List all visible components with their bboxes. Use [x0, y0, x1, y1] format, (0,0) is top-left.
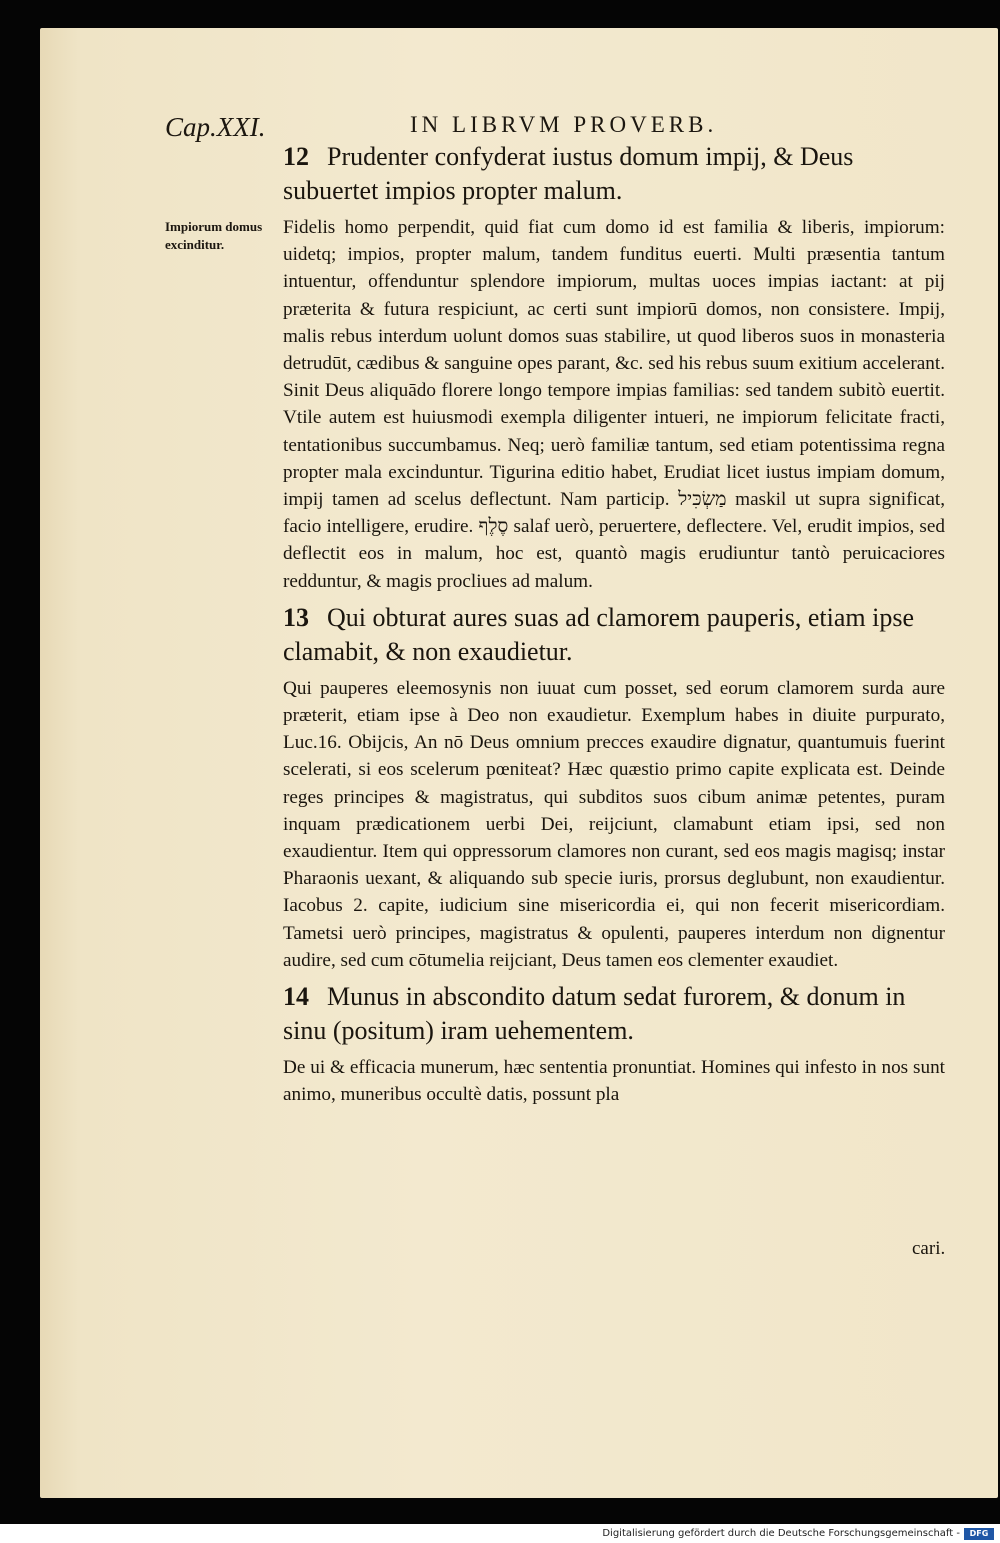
verse-number: 14: [283, 982, 309, 1012]
verse-13: [283, 601, 945, 669]
main-text: [283, 140, 945, 1114]
verse-text: Prudenter confyderat iustus domum impij, & Deus subuertet impios propter malum.: [283, 142, 854, 205]
verse-text: Qui obturat aures suas ad clamorem pauperis, etiam ipse clamabit, & non exaudietur.: [283, 602, 914, 666]
running-title: IN LIBRVM PROVERB.: [410, 112, 718, 137]
verse-text: Munus in abscondito datum sedat furorem, & donum in sinu (positum) iram uehementem.: [283, 982, 906, 1046]
commentary-12: Fidelis homo perpendit, quid fiat cum domo id est familia & liberis, impiorum: uidetq; impios, propter malum, tandem funditus euerti. Multi præsentia tantum intuentur, offenduntur splendore impiorum, multas uoces impias iactant: at pij præterita & futura respiciunt, ac certi sunt impiorū domos, non consistere. Impij, malis rebus interdum uolunt domos suas stabilire, ut quod liberos suos in monasteria detrudūt, cædibus & sanguine opes parant, &c. sed his rebus suum exitium accelerant. Sinit Deus aliquādo florere longo tempore impias familias: sed tandem subitò euertit. Vtile autem est huiusmodi exempla diligenter intueri, ne impiorum felicitate fracti, tentationibus succumbamus. Neq; uerò familiæ tantum, sed etiam potentissima regna propter mala excinduntur. Tigurina editio habet, Erudiat licet iustus impiam domum, impij tamen ad scelus deflectunt. Nam particip. מַשְׂכִּיל maskil ut supra significat, facio intelligere, erudire. סֶלֶף salaf uerò, peruertere, deflectere. Vel, erudit impios, sed deflectit eos in malum, hoc est, quantò magis erudiuntur tantò peruicaciores redduntur, & magis procliues ad malum.: [283, 217, 945, 592]
verse-12: [283, 140, 945, 208]
chapter-heading: Cap.XXI.: [165, 112, 266, 142]
dfg-logo: DFG: [964, 1528, 994, 1540]
verse-number: 13: [283, 602, 309, 632]
margin-note: Impiorum domus excinditur.: [165, 219, 263, 252]
catchword: cari.: [912, 1238, 946, 1259]
commentary-14: De ui & efficacia munerum, hæc sententia pronuntiat. Homines qui infesto in nos sunt animo, muneribus occultè datis, possunt pla: [283, 1057, 945, 1106]
verse-number: 12: [283, 142, 309, 171]
commentary-13: Qui pauperes eleemosynis non iuuat cum posset, sed eorum clamorem surda aure præterit, etiam ipse à Deo non exaudietur. Exemplum habes in diuite purpurato, Luc.16. Obijcis, An nō Deus omnium precces exaudire dignatur, quantumuis fuerint scelerati, si eos scelerum pœniteat? Hæc quæstio primo capite explicata est. Deinde reges principes & magistratus, qui subditos suos cibum animæ petentes, puram inquam prædicationem uerbi Dei, reijciunt, clamabunt etiam ipsi, sed non exaudientur. Item qui oppressorum clamores non curant, sed eos magis magisq; instar Pharaonis uexant, & aliquando sub specie iuris, prorsus deglubunt, non exaudientur. Iacobus 2. capite, iudicium sine misericordia ei, qui non fecerit misericordiam. Tametsi uerò principes, magistratus & opulenti, pauperes interdum non dignentur audire, sed cum cōtumelia reijciant, Deus tamen eos clementer exaudiet.: [283, 677, 945, 971]
footer-bar: [0, 1524, 1000, 1543]
verse-14: [283, 980, 945, 1048]
funding-notice: Digitalisierung gefördert durch die Deutsche Forschungsgemeinschaft -: [602, 1528, 960, 1539]
